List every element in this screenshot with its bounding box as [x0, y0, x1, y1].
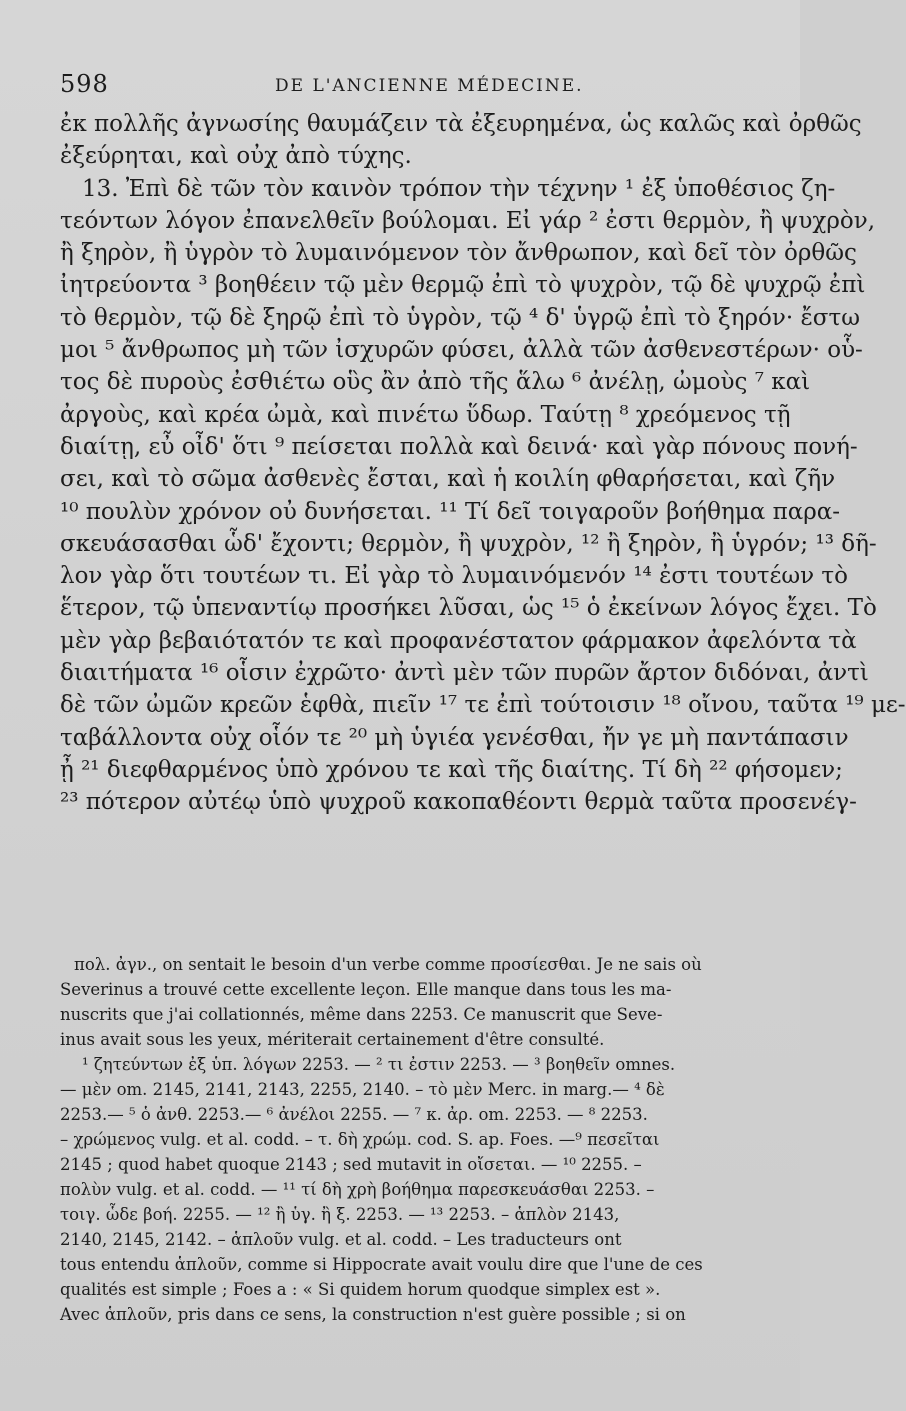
- text-line: διαιτήματα ¹⁶ οἷσιν ἐχρῶτο· ἀντὶ μὲν τῶν πυρῶν ἄρτον διδόναι, ἀντὶ: [60, 660, 869, 687]
- main-greek-text: [60, 108, 906, 819]
- footnote-line: qualités est simple ; Foes a : « Si quidem horum quodque simplex est ».: [60, 1280, 661, 1299]
- footnote-line: πολὺν vulg. et al. codd. — ¹¹ τί δὴ χρὴ βοήθημα παρεσκευάσθαι 2253. –: [60, 1180, 655, 1199]
- text-line: τὸ θερμὸν, τῷ δὲ ξηρῷ ἐπὶ τὸ ὑγρὸν, τῷ ⁴ δ' ὑγρῷ ἐπὶ τὸ ξηρόν· ἔστω: [60, 304, 860, 331]
- footnote-line: 2253.— ⁵ ὁ ἀνθ. 2253.— ⁶ ἀνέλοι 2255. — ⁷ κ. ἀρ. om. 2253. — ⁸ 2253.: [60, 1105, 648, 1124]
- footnote-line: Avec ἁπλοῦν, pris dans ce sens, la construction n'est guère possible ; si on: [60, 1305, 686, 1324]
- text-line: ἐκ πολλῆς ἀγνωσίης θαυμάζειν τὰ ἐξευρημένα, ὡς καλῶς καὶ ὀρθῶς: [60, 111, 862, 137]
- running-title: DE L'ANCIENNE MÉDECINE.: [275, 76, 584, 96]
- footnote-line: nuscrits que j'ai collationnés, même dans 2253. Ce manuscrit que Seve-: [60, 1005, 663, 1024]
- text-line: ¹⁰ πουλὺν χρόνον οὐ δυνήσεται. ¹¹ Τί δεῖ τοιγαροῦν βοήθημα παρα-: [60, 498, 841, 525]
- text-line: ἰητρεύοντα ³ βοηθέειν τῷ μὲν θερμῷ ἐπὶ τὸ ψυχρὸν, τῷ δὲ ψυχρῷ ἐπὶ: [60, 272, 866, 299]
- footnote-line: – χρώμενος vulg. et al. codd. – τ. δὴ χρώμ. cod. S. ap. Foes. —⁹ πεσεῖται: [60, 1130, 660, 1149]
- text-line: σκευάσασθαι ὧδ' ἔχοντι; θερμὸν, ἢ ψυχρὸν, ¹² ἢ ξηρὸν, ἢ ὑγρόν; ¹³ δῆ-: [60, 530, 877, 557]
- footnote-line: — μὲν om. 2145, 2141, 2143, 2255, 2140. – τὸ μὲν Merc. in marg.— ⁴ δὲ: [60, 1080, 665, 1099]
- text-line: ἢ ξηρὸν, ἢ ὑγρὸν τὸ λυμαινόμενον τὸν ἄνθρωπον, καὶ δεῖ τὸν ὀρθῶς: [60, 240, 857, 267]
- text-line: ἕτερον, τῷ ὑπεναντίῳ προσήκει λῦσαι, ὡς ¹⁵ ὁ ἐκείνων λόγος ἔχει. Τὸ: [60, 595, 877, 622]
- footnote-line: πολ. ἀγν., on sentait le besoin d'un verbe comme προσίεσθαι. Je ne sais où: [74, 955, 702, 974]
- text-line: μοι ⁵ ἄνθρωπος μὴ τῶν ἰσχυρῶν φύσει, ἀλλὰ τῶν ἀσθενεστέρων· οὗ-: [60, 337, 863, 364]
- footnote-line: 2145 ; quod habet quoque 2143 ; sed mutavit in οἴσεται. — ¹⁰ 2255. –: [60, 1155, 642, 1174]
- text-line: σει, καὶ τὸ σῶμα ἀσθενὲς ἔσται, καὶ ἡ κοιλίη φθαρήσεται, καὶ ζῆν: [60, 466, 836, 493]
- page-number: 598: [60, 70, 109, 98]
- text-line: δὲ τῶν ὠμῶν κρεῶν ἑφθὰ, πιεῖν ¹⁷ τε ἐπὶ τούτοισιν ¹⁸ οἴνου, ταῦτα ¹⁹ με-: [60, 692, 906, 719]
- footnote-line: ¹ ζητεύντων ἐξ ὑπ. λόγων 2253. — ² τι ἐστιν 2253. — ³ βοηθεῖν omnes.: [82, 1055, 676, 1074]
- text-line: ἀργοὺς, καὶ κρέα ὠμὰ, καὶ πινέτω ὕδωρ. Ταύτῃ ⁸ χρεόμενος τῇ: [60, 401, 791, 428]
- page-header: [60, 70, 780, 102]
- text-line: ἐξεύρηται, καὶ οὐχ ἀπὸ τύχης.: [60, 143, 412, 170]
- text-line: ταβάλλοντα οὐχ οἷόν τε ²⁰ μὴ ὑγιέα γενέσθαι, ἤν γε μὴ παντάπασιν: [60, 724, 849, 751]
- text-line: ᾖ ²¹ διεφθαρμένος ὑπὸ χρόνου τε καὶ τῆς διαίτης. Τί δὴ ²² φήσομεν;: [60, 756, 843, 783]
- footnote-line: 2140, 2145, 2142. – ἁπλοῦν vulg. et al. codd. – Les traducteurs ont: [60, 1230, 622, 1249]
- text-line: 13. Ἐπὶ δὲ τῶν τὸν καινὸν τρόπον τὴν τέχνην ¹ ἐξ ὑποθέσιος ζη-: [82, 175, 836, 202]
- text-line: διαίτῃ, εὖ οἶδ' ὅτι ⁹ πείσεται πολλὰ καὶ δεινά· καὶ γὰρ πόνους πονή-: [60, 433, 858, 460]
- text-line: τεόντων λόγον ἐπανελθεῖν βούλομαι. Εἰ γάρ ² ἐστι θερμὸν, ἢ ψυχρὸν,: [60, 207, 876, 234]
- footnote-line: Severinus a trouvé cette excellente leçon. Elle manque dans tous les ma-: [60, 980, 672, 999]
- text-line: τος δὲ πυροὺς ἐσθιέτω οὓς ἂν ἀπὸ τῆς ἅλω ⁶ ἀνέλῃ, ὠμοὺς ⁷ καὶ: [60, 369, 811, 396]
- footnote-line: τοιγ. ὧδε βοή. 2255. — ¹² ἢ ὑγ. ἢ ξ. 2253. — ¹³ 2253. – ἁπλὸν 2143,: [60, 1205, 620, 1224]
- text-line: ²³ πότερον αὐτέῳ ὑπὸ ψυχροῦ κακοπαθέοντι θερμὰ ταῦτα προσενέγ-: [60, 789, 857, 816]
- text-line: μὲν γὰρ βεβαιότατόν τε καὶ προφανέστατον φάρμακον ἀφελόντα τὰ: [60, 627, 857, 654]
- footnotes: [60, 952, 776, 1327]
- text-line: λον γὰρ ὅτι τουτέων τι. Εἰ γὰρ τὸ λυμαινόμενόν ¹⁴ ἐστι τουτέων τὸ: [60, 563, 848, 590]
- footnote-line: inus avait sous les yeux, mériterait certainement d'être consulté.: [60, 1030, 605, 1049]
- footnote-line: tous entendu ἁπλοῦν, comme si Hippocrate avait voulu dire que l'une de ces: [60, 1255, 703, 1274]
